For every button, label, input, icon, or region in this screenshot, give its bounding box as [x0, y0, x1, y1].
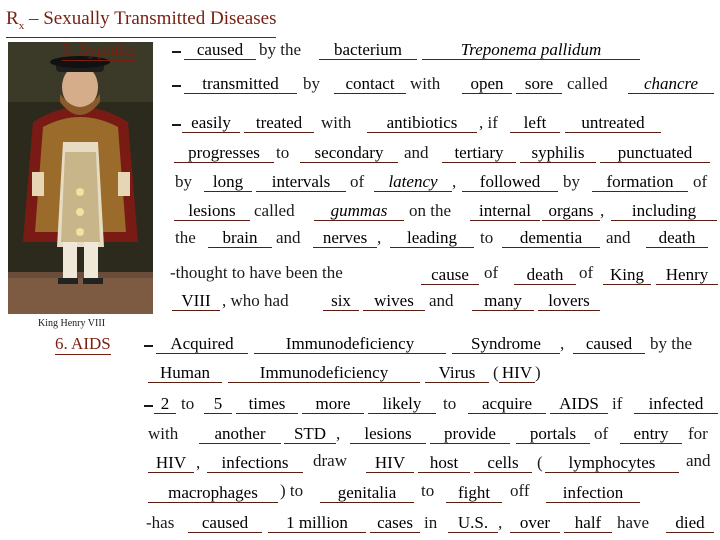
- blank-nerves: nerves: [313, 228, 377, 248]
- text-comma: ,: [377, 228, 382, 247]
- blank-genitalia: genitalia: [320, 483, 414, 503]
- blank-times: times: [236, 394, 298, 414]
- king-henry-portrait: [8, 42, 153, 314]
- blank-lesions: lesions: [350, 424, 426, 444]
- blank-syndrome: Syndrome: [452, 334, 560, 354]
- text-to: to: [480, 228, 494, 247]
- blank-entry: entry: [620, 424, 682, 444]
- aids-label: 6. AIDS: [55, 334, 111, 353]
- blank-hiv: HIV: [148, 453, 194, 473]
- text-comma: ,: [452, 172, 457, 191]
- blank-more: more: [302, 394, 364, 414]
- blank-caused: caused: [188, 513, 262, 533]
- blank-secondary: secondary: [300, 143, 398, 163]
- blank-internal: internal: [470, 201, 540, 221]
- text-draw: draw: [313, 451, 347, 470]
- blank-infections: infections: [207, 453, 303, 473]
- text-and: and: [606, 228, 631, 247]
- blank-human: Human: [148, 363, 222, 383]
- blank-immunodeficiency: Immunodeficiency: [254, 334, 446, 354]
- blank-followed: followed: [462, 172, 558, 192]
- dash: [144, 405, 153, 407]
- text-comma: ,: [600, 201, 605, 220]
- text-comma: ,: [560, 334, 565, 353]
- text-by: by: [303, 74, 320, 93]
- blank-six: six: [323, 291, 359, 311]
- blank-progresses: progresses: [174, 143, 274, 163]
- blank-brain: brain: [208, 228, 272, 248]
- text-have: have: [617, 513, 650, 532]
- text-for: for: [688, 424, 708, 443]
- text-of: of: [579, 263, 594, 282]
- blank-including: including: [611, 201, 717, 221]
- blank-intervals: intervals: [256, 172, 346, 192]
- blank-leading: leading: [390, 228, 474, 248]
- blank-viii: VIII: [172, 291, 220, 311]
- dash: [172, 124, 181, 126]
- blank-left: left: [510, 113, 560, 133]
- blank-latency: latency: [374, 172, 452, 192]
- text-and: and: [429, 291, 454, 310]
- text-of: of: [484, 263, 499, 282]
- text-by: by: [563, 172, 580, 191]
- text-thought: -thought to have been the: [170, 263, 343, 282]
- text-and: and: [276, 228, 301, 247]
- text-of: of: [693, 172, 708, 191]
- blank-lesions: lesions: [174, 201, 250, 221]
- blank-provide: provide: [430, 424, 510, 444]
- blank-syphilis: syphilis: [520, 143, 596, 163]
- blank-caused: caused: [184, 40, 256, 60]
- blank-fight: fight: [446, 483, 502, 503]
- blank-macrophages: macrophages: [148, 483, 278, 503]
- blank-antibiotics: antibiotics: [367, 113, 477, 133]
- blank-caused: caused: [573, 334, 645, 354]
- text-to: to: [276, 143, 290, 162]
- dash: [144, 345, 153, 347]
- blank-untreated: untreated: [565, 113, 661, 133]
- page-title: [6, 8, 276, 38]
- blank-death: death: [514, 265, 576, 285]
- text-by: by: [175, 172, 192, 191]
- text-has: -has: [146, 513, 175, 532]
- portrait-caption: King Henry VIII: [38, 318, 106, 329]
- blank-sore: sore: [516, 74, 562, 94]
- blank-lovers: lovers: [538, 291, 600, 311]
- text-with: with: [148, 424, 179, 443]
- blank-many: many: [472, 291, 534, 311]
- blank-hiv: HIV: [499, 363, 535, 383]
- blank-formation: formation: [592, 172, 688, 192]
- blank-std: STD: [284, 424, 336, 444]
- blank-infection: infection: [546, 483, 640, 503]
- text-comma: ,: [498, 513, 503, 532]
- blank-hiv-2: HIV: [366, 453, 414, 473]
- blank-acquire: acquire: [468, 394, 546, 414]
- blank-chancre: chancre: [628, 74, 714, 94]
- blank-lymphocytes: lymphocytes: [545, 453, 679, 473]
- blank-easily: easily: [182, 113, 240, 133]
- blank-likely: likely: [368, 394, 436, 414]
- text-and: and: [686, 451, 711, 470]
- text-to: to: [421, 481, 435, 500]
- blank-treated: treated: [244, 113, 314, 133]
- text-if: if: [612, 394, 623, 413]
- syphilis-label: 5. Syphilis: [62, 40, 135, 59]
- blank-henry: Henry: [656, 265, 718, 285]
- text-of: of: [350, 172, 365, 191]
- title-subscript: x: [18, 19, 25, 32]
- text-off: off: [510, 481, 530, 500]
- blank-cases: cases: [370, 513, 420, 533]
- blank-aids: AIDS: [550, 394, 608, 414]
- blank-tertiary: tertiary: [442, 143, 516, 163]
- blank-portals: portals: [516, 424, 590, 444]
- blank-contact: contact: [334, 74, 406, 94]
- blank-acquired: Acquired: [156, 334, 248, 354]
- text-the: the: [175, 228, 196, 247]
- blank-death: death: [646, 228, 708, 248]
- blank-5: 5: [204, 394, 232, 414]
- text-paren-open: (: [493, 363, 499, 382]
- blank-died: died: [666, 513, 714, 533]
- blank-half: half: [564, 513, 612, 533]
- blank-dementia: dementia: [502, 228, 600, 248]
- title-r: R: [6, 8, 19, 29]
- text-to: to: [181, 394, 195, 413]
- blank-immunodeficiency-2: Immunodeficiency: [228, 363, 420, 383]
- blank-transmitted: transmitted: [184, 74, 297, 94]
- blank-us: U.S.: [448, 513, 498, 533]
- blank-virus: Virus: [425, 363, 489, 383]
- text-called: called: [254, 201, 295, 220]
- blank-cells: cells: [474, 453, 532, 473]
- text-by-the: by the: [650, 334, 693, 353]
- text-called: called: [567, 74, 608, 93]
- blank-1-million: 1 million: [268, 513, 366, 533]
- blank-bacterium: bacterium: [319, 40, 417, 60]
- blank-treponema: Treponema pallidum: [422, 40, 640, 60]
- text-paren-open: (: [537, 453, 543, 472]
- blank-2: 2: [154, 394, 176, 414]
- text-to: to: [443, 394, 457, 413]
- text-of: of: [594, 424, 609, 443]
- text-comma: ,: [196, 453, 201, 472]
- blank-punctuated: punctuated: [600, 143, 710, 163]
- blank-wives: wives: [363, 291, 425, 311]
- blank-infected: infected: [634, 394, 718, 414]
- text-paren-close: ): [535, 363, 541, 382]
- text-with: with: [410, 74, 441, 93]
- text-comma: ,: [336, 424, 341, 443]
- blank-over: over: [510, 513, 560, 533]
- blank-king: King: [603, 265, 651, 285]
- text-if: , if: [479, 113, 498, 132]
- blank-cause: cause: [421, 265, 479, 285]
- blank-gummas: gummas: [314, 201, 404, 221]
- text-on-the: on the: [409, 201, 452, 220]
- blank-organs: organs: [542, 201, 600, 221]
- text-who-had: , who had: [222, 291, 289, 310]
- text-in: in: [424, 513, 438, 532]
- blank-host: host: [418, 453, 470, 473]
- text-and: and: [404, 143, 429, 162]
- blank-long: long: [204, 172, 252, 192]
- text-with: with: [321, 113, 352, 132]
- title-text: – Sexually Transmitted Diseases: [24, 8, 277, 29]
- dash: [172, 51, 181, 53]
- blank-another: another: [199, 424, 281, 444]
- blank-open: open: [462, 74, 512, 94]
- text-by-the: by the: [259, 40, 302, 59]
- text-to: ) to: [280, 481, 304, 500]
- dash: [172, 85, 181, 87]
